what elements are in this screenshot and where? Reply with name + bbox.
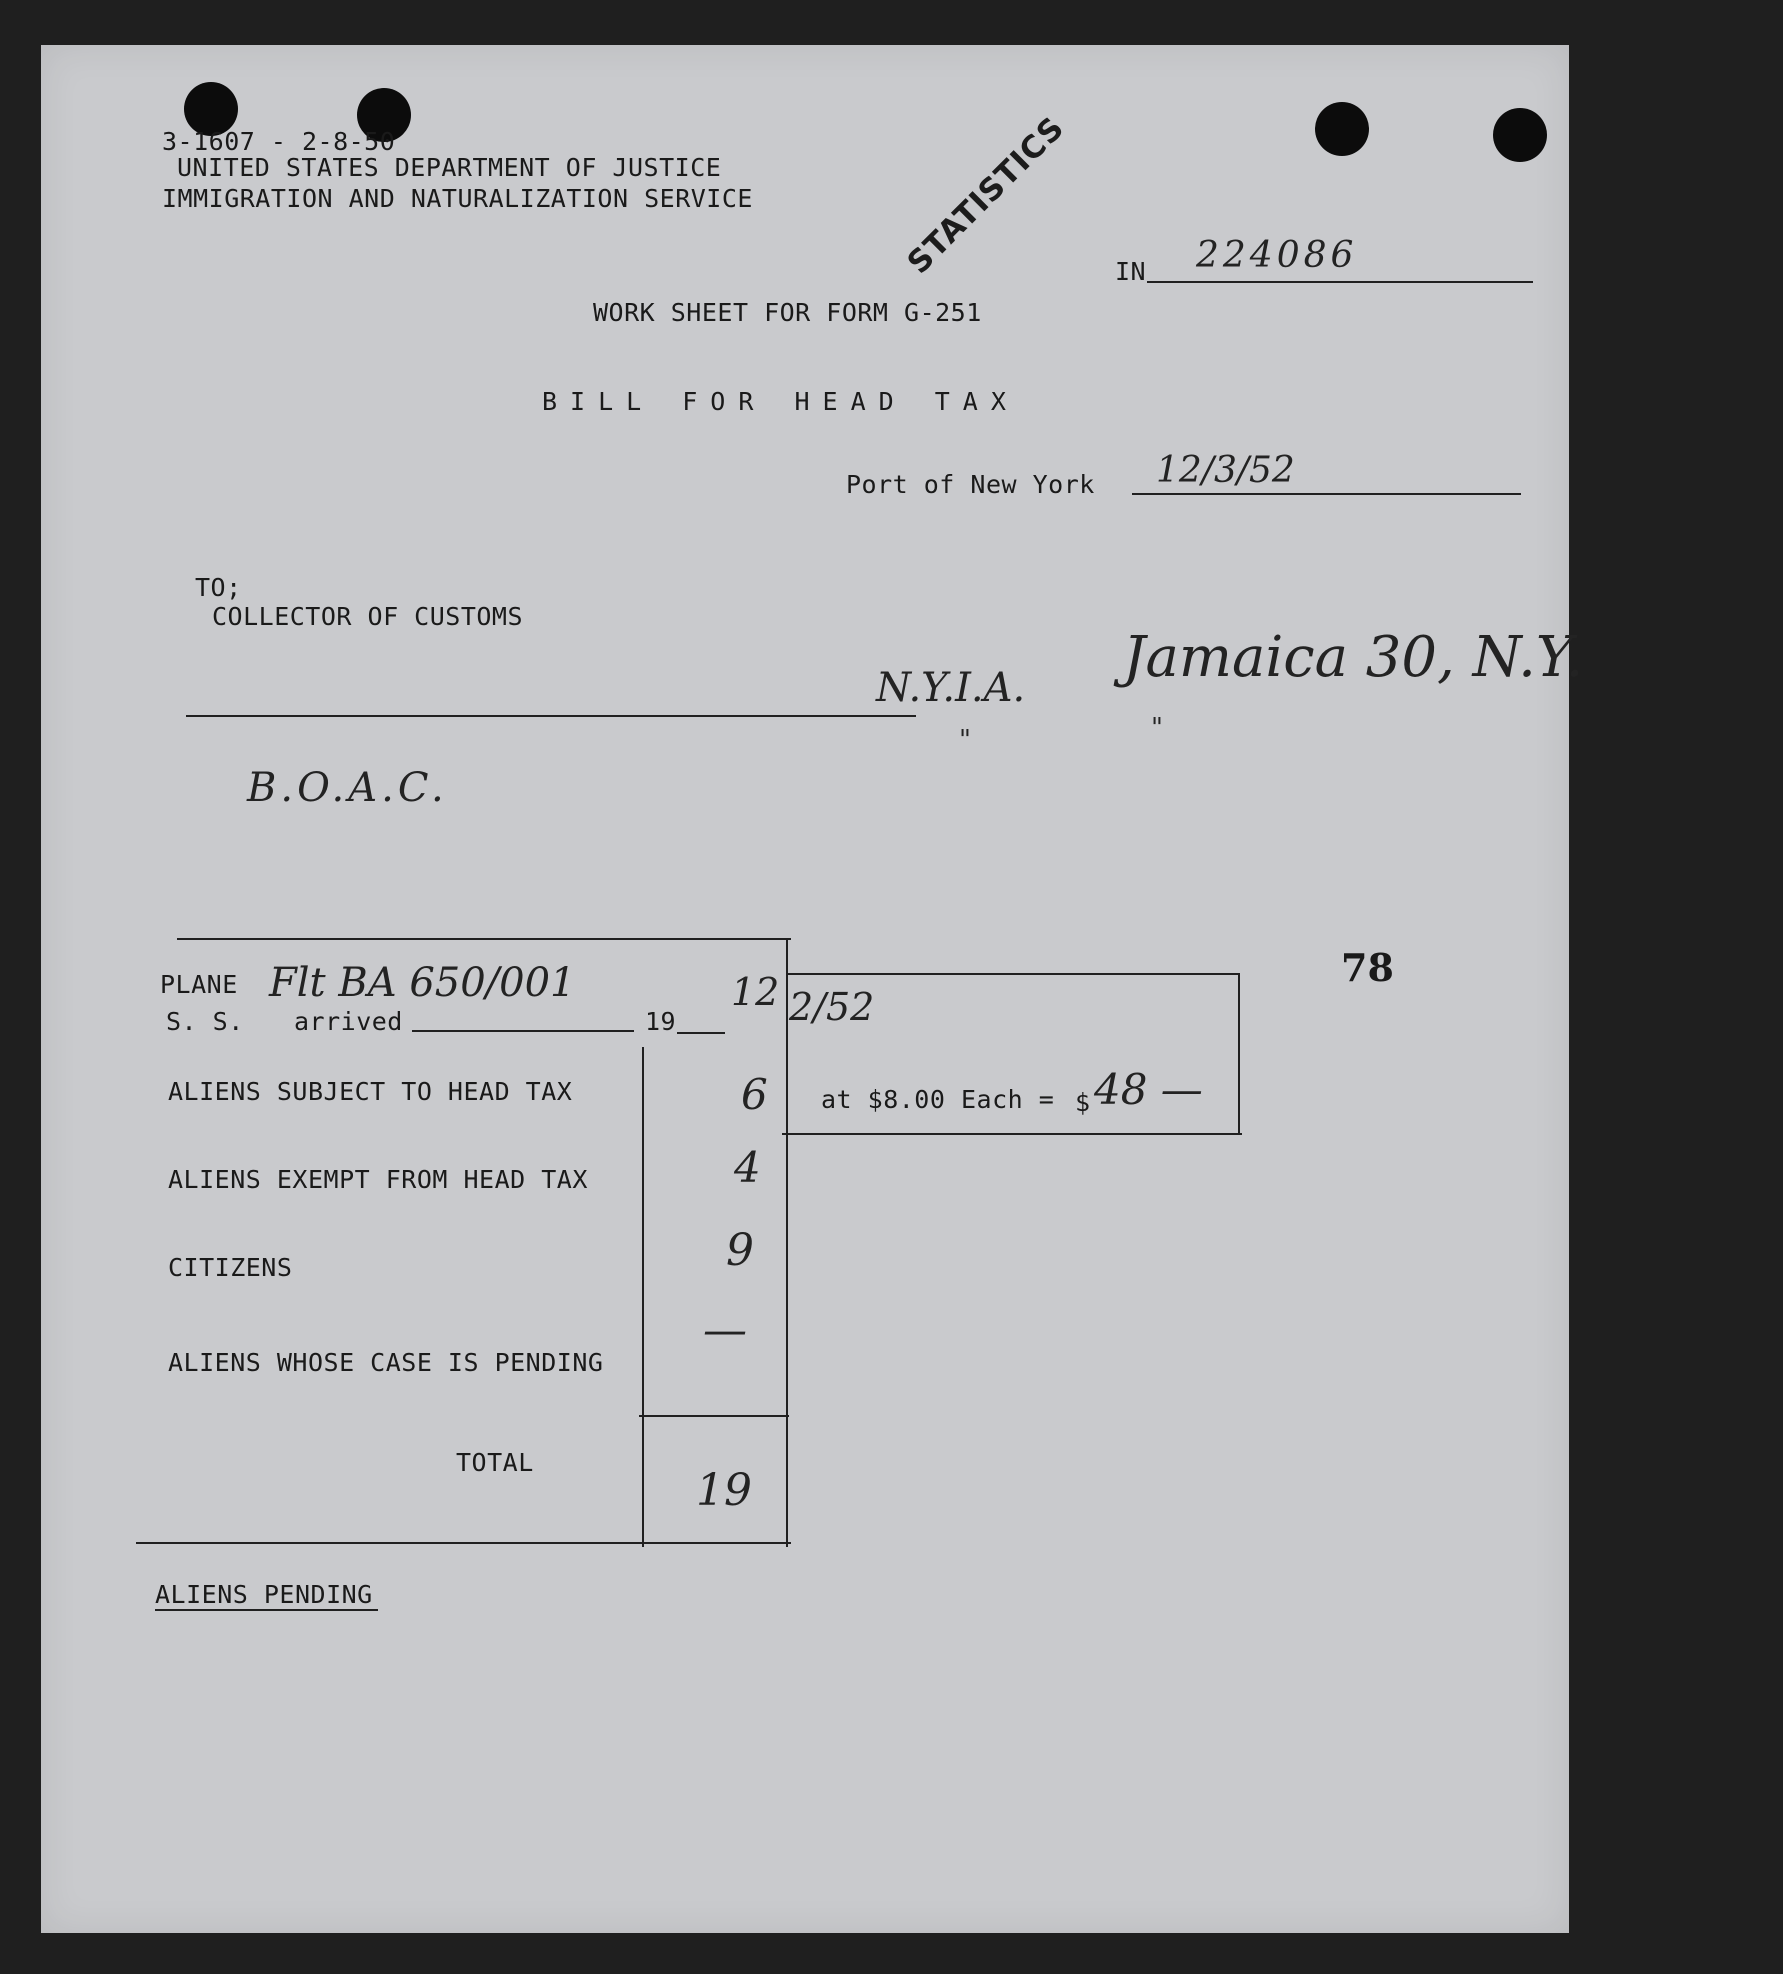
bill-title: BILL FOR HEAD TAX (542, 387, 1019, 416)
right-box-right-rule (1238, 973, 1240, 1133)
addressee: COLLECTOR OF CUSTOMS (212, 602, 524, 631)
port-date: 12/3/52 (1156, 450, 1295, 491)
plane-label: PLANE (160, 970, 238, 999)
arrived-label: arrived (294, 1007, 403, 1036)
city-handwritten: Jamaica 30, N.Y. (1123, 625, 1584, 690)
ditto-mark: " (959, 725, 971, 755)
service-name: IMMIGRATION AND NATURALIZATION SERVICE (162, 184, 753, 213)
row-value-exempt: 4 (734, 1143, 761, 1192)
port-label: Port of New York (846, 470, 1095, 499)
to-label: TO; (195, 573, 242, 602)
row-label-subject: ALIENS SUBJECT TO HEAD TAX (168, 1077, 573, 1106)
worksheet-title: WORK SHEET FOR FORM G-251 (593, 298, 982, 327)
right-box-top-rule (788, 973, 1240, 975)
document-sheet (41, 45, 1584, 1933)
row-value-pending: — (703, 1305, 747, 1356)
airport-handwritten: N.Y.I.A. (876, 665, 1026, 711)
year-underline (677, 1032, 725, 1034)
row-label-citizens: CITIZENS (168, 1253, 293, 1282)
table-bottom-rule (136, 1542, 791, 1544)
row-label-exempt: ALIENS EXEMPT FROM HEAD TAX (168, 1165, 588, 1194)
arrival-date-rest: 2/52 (789, 985, 875, 1029)
row-label-pending: ALIENS WHOSE CASE IS PENDING (168, 1348, 604, 1377)
column-divider-right (786, 938, 788, 1547)
arrival-date-month: 12 (731, 970, 780, 1014)
year-prefix: 19 (645, 1007, 677, 1036)
tax-amount: 48 — (1094, 1065, 1203, 1114)
in-number: 224086 (1196, 235, 1358, 276)
table-top-rule (177, 938, 791, 940)
page-number: 78 (1341, 945, 1394, 990)
carrier-handwritten: B.O.A.C. (247, 765, 448, 811)
arrived-underline (412, 1030, 634, 1032)
port-date-underline (1132, 493, 1521, 495)
aliens-pending-underline (155, 1609, 378, 1611)
punch-hole (1493, 108, 1547, 162)
ss-label: S. S. (166, 1007, 244, 1036)
total-value: 19 (696, 1465, 752, 1516)
in-label: IN (1115, 257, 1147, 286)
form-code: 3-1607 - 2-8-50 (162, 127, 396, 156)
right-box-bottom-rule (782, 1133, 1242, 1135)
tax-currency: $ (1075, 1088, 1091, 1117)
column-divider-left (642, 1047, 644, 1547)
statistics-stamp: STATISTICS (900, 109, 1072, 281)
ditto-mark: " (1151, 713, 1163, 743)
tax-rate-text: at $8.00 Each = (821, 1085, 1055, 1114)
flight-handwritten: Flt BA 650/001 (269, 960, 576, 1006)
in-underline (1147, 281, 1533, 283)
total-label: TOTAL (456, 1448, 534, 1477)
punch-hole (1315, 102, 1369, 156)
row-value-citizens: 9 (726, 1225, 754, 1276)
aliens-pending-label: ALIENS PENDING (155, 1580, 373, 1609)
department-name: UNITED STATES DEPARTMENT OF JUSTICE (177, 153, 722, 182)
total-rule (639, 1415, 789, 1417)
addressee-underline (186, 715, 916, 717)
row-value-subject: 6 (741, 1070, 768, 1119)
